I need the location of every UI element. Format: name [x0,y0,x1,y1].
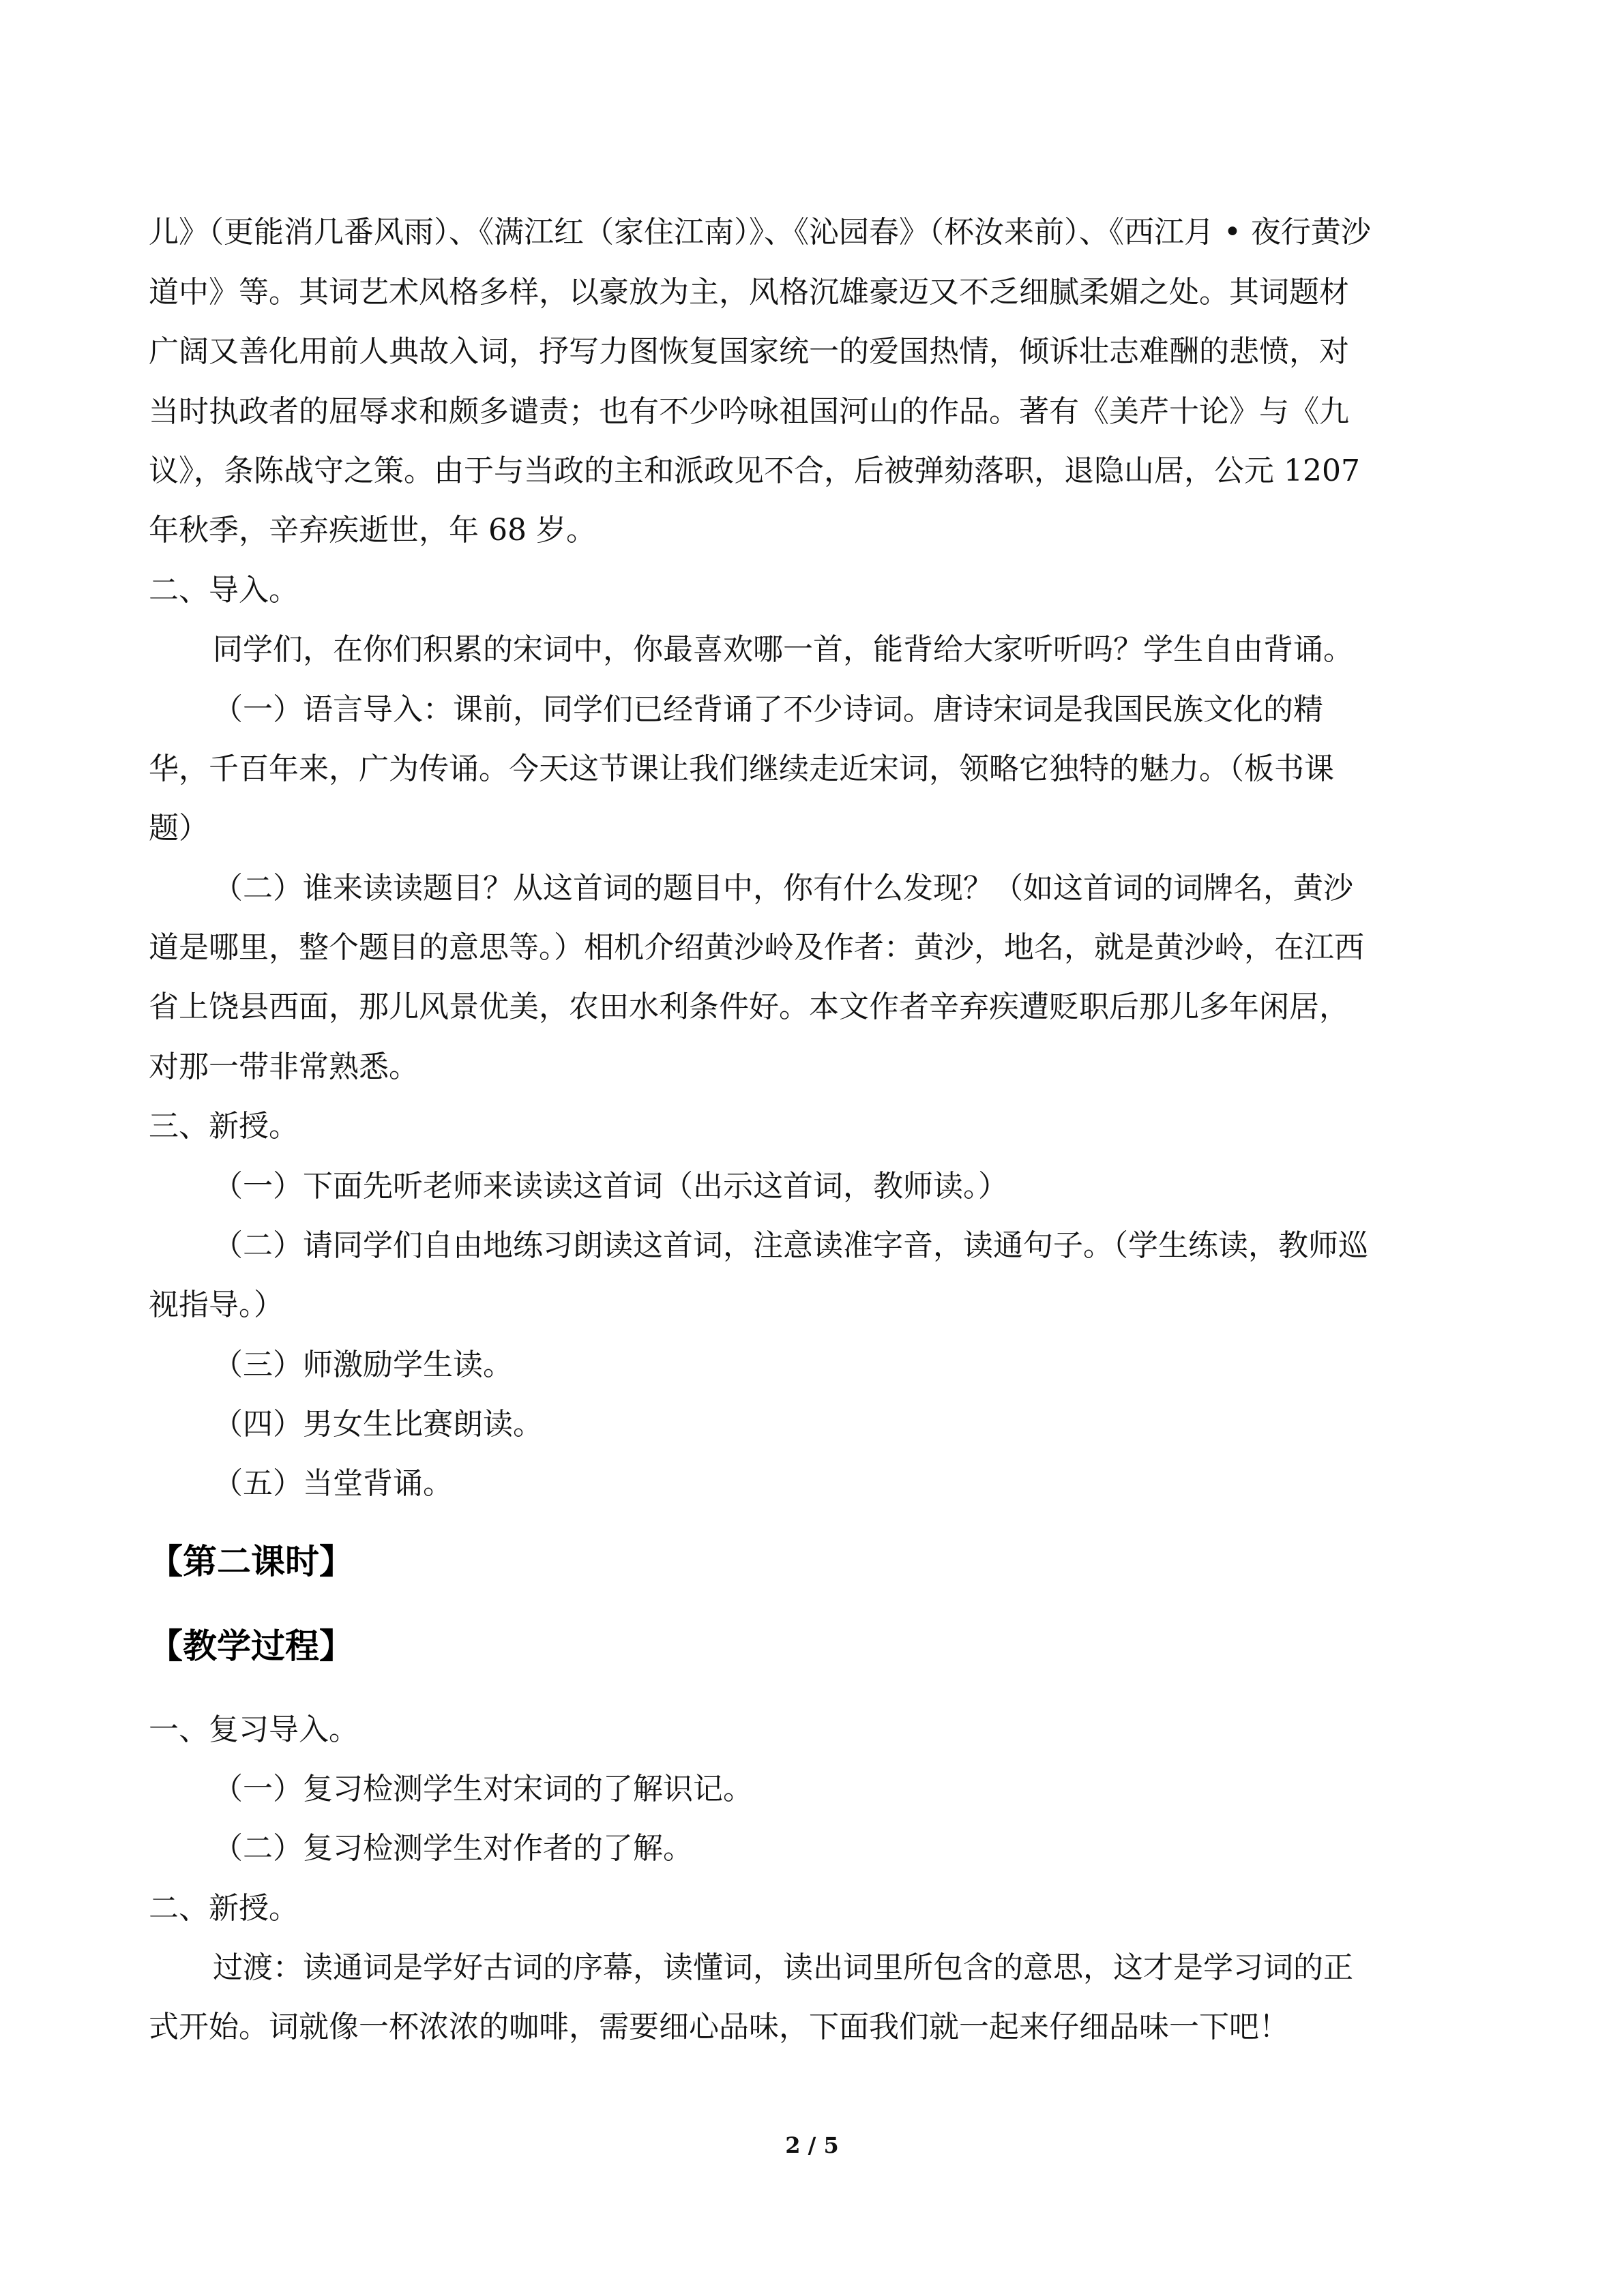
text-line: 道中》等。其词艺术风格多样，以豪放为主，风格沉雄豪迈又不乏细腻柔媚之处。其词题材 [149,275,1349,310]
text-line: 过渡：读通词是学好古词的序幕，读懂词，读出词里所包含的意思，这才是学习词的正 [213,1950,1353,1985]
text-line: （二）谁来读读题目？从这首词的题目中，你有什么发现？（如这首词的词牌名，黄沙 [213,871,1353,906]
section-heading: 一、复习导入。 [149,1712,359,1747]
text-line: 同学们，在你们积累的宋词中，你最喜欢哪一首，能背给大家听听吗？学生自由背诵。 [213,632,1353,667]
text-line: 题） [149,811,209,846]
page-number: 2 / 5 [785,2132,839,2158]
section-heading: 二、新授。 [149,1891,299,1926]
text-line: 华，千百年来，广为传诵。今天这节课让我们继续走近宋词，领略它独特的魅力。（板书课 [149,751,1334,786]
text-line: 广阔又善化用前人典故入词，抒写力图恢复国家统一的爱国热情，倾诉壮志难酬的悲愤，对 [149,334,1349,369]
text-line: 议》，条陈战守之策。由于与当政的主和派政见不合，后被弹劾落职，退隐山居，公元 1207 [149,453,1360,488]
text-line: （二）复习检测学生对作者的了解。 [213,1831,693,1866]
lesson-heading: 【教学过程】 [149,1626,353,1666]
text-line: 当时执政者的屈辱求和颇多谴责；也有不少吟咏祖国河山的作品。著有《美芹十论》与《九 [149,394,1349,429]
text-line: 式开始。词就像一杯浓浓的咖啡，需要细心品味，下面我们就一起来仔细品味一下吧！ [149,2010,1289,2044]
text-line: 省上饶县西面，那儿风景优美，农田水利条件好。本文作者辛弃疾遭贬职后那儿多年闲居， [149,989,1349,1024]
lesson-heading: 【第二课时】 [149,1542,353,1581]
text-line: 道是哪里，整个题目的意思等。）相机介绍黄沙岭及作者：黄沙，地名，就是黄沙岭，在江西 [149,930,1364,965]
section-heading: 三、新授。 [149,1109,299,1144]
text-line: （五）当堂背诵。 [213,1466,453,1501]
text-line: 儿》（更能消几番风雨）、《满江红（家住江南）》、《沁园春》（杯汝来前）、《西江月 • 夜行黄沙 [149,215,1371,250]
text-line: （一）复习检测学生对宋词的了解识记。 [213,1772,753,1806]
text-line: 对那一带非常熟悉。 [149,1049,419,1084]
text-line: 年秋季，辛弃疾逝世，年 68 岁。 [149,513,596,548]
text-line: （二）请同学们自由地练习朗读这首词，注意读准字音，读通句子。（学生练读，教师巡 [213,1228,1368,1263]
text-line: （一）语言导入：课前，同学们已经背诵了不少诗词。唐诗宋词是我国民族文化的精 [213,692,1323,727]
text-line: 视指导。） [149,1287,284,1322]
section-heading: 二、导入。 [149,573,299,608]
text-line: （四）男女生比赛朗读。 [213,1407,543,1442]
text-line: （一）下面先听老师来读读这首词（出示这首词，教师读。） [213,1169,1008,1204]
text-line: （三）师激励学生读。 [213,1347,513,1382]
